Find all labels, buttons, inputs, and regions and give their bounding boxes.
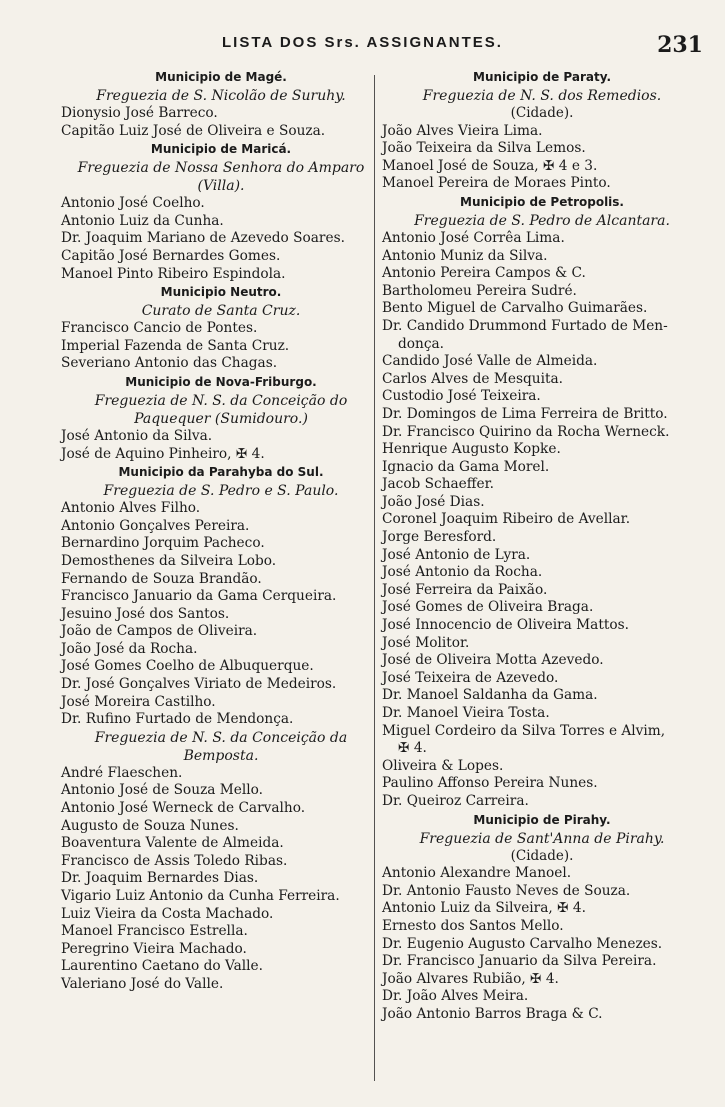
subscriber-entry: Dr. Domingos de Lima Ferreira de Britto. (382, 405, 668, 422)
subscriber-entry: Demosthenes da Silveira Lobo. (61, 552, 277, 569)
subscriber-entry: Oliveira & Lopes. (382, 757, 504, 774)
subscriber-entry: Antonio Muniz da Silva. (382, 247, 548, 264)
freguezia-heading: Freguezia de S. Pedro e S. Paulo. (103, 483, 339, 500)
subscriber-entry: Valeriano José do Valle. (61, 975, 224, 992)
right-column (382, 68, 702, 1024)
subscriber-entry: Antonio Gonçalves Pereira. (61, 517, 250, 534)
subscriber-entry: Custodio José Teixeira. (382, 388, 541, 405)
subscriber-entry: José Antonio de Lyra. (382, 546, 531, 563)
subscriber-entry: Miguel Cordeiro da Silva Torres e Alvim, (382, 722, 666, 739)
freguezia-heading: Freguezia de S. Pedro de Alcantara. (414, 212, 670, 229)
subscriber-entry: Antonio José Werneck de Carvalho. (61, 800, 306, 817)
subscriber-entry: Antonio Alves Filho. (61, 500, 201, 517)
freguezia-heading: Paquequer (Sumidouro.) (134, 410, 308, 427)
subscriber-entry: Manoel Francisco Estrella. (61, 923, 248, 940)
subscriber-entry: José Ferreira da Paixão. (382, 581, 548, 598)
subscriber-entry: João Alvares Rubião, ✠ 4. (382, 970, 559, 987)
freguezia-heading: Freguezia de S. Nicolão de Suruhy. (96, 88, 346, 104)
subscriber-entry: Ernesto dos Santos Mello. (382, 917, 564, 934)
page-number: 231 (657, 32, 703, 58)
subscriber-entry: Dr. Manoel Saldanha da Gama. (382, 687, 598, 704)
subscriber-entry: Capitão José Bernardes Gomes. (61, 247, 281, 264)
subscriber-entry: Francisco Januario da Gama Cerqueira. (61, 588, 337, 605)
municipio-heading: Municipio de Magé. (155, 70, 287, 84)
subscriber-entry: Henrique Augusto Kopke. (382, 441, 561, 458)
freguezia-heading: Freguezia de Nossa Senhora do Amparo (77, 160, 365, 177)
subscriber-entry: Antonio José Coelho. (61, 195, 205, 212)
subscriber-entry: Jesuino José dos Santos. (61, 605, 230, 622)
subscriber-entry: Dr. Joaquim Bernardes Dias. (61, 870, 259, 887)
subscriber-entry: João Alves Vieira Lima. (382, 122, 543, 139)
subscriber-entry: José Teixeira de Azevedo. (382, 669, 559, 686)
municipio-heading: Municipio de Maricá. (150, 142, 292, 157)
subscriber-entry: Candido José Valle de Almeida. (382, 353, 598, 370)
subscriber-entry: Capitão Luiz José de Oliveira e Souza. (61, 122, 326, 139)
subscriber-entry: Dr. Manoel Vieira Tosta. (382, 705, 550, 721)
subscriber-entry: José Antonio da Rocha. (382, 564, 543, 581)
subscriber-entry: Fernando de Souza Brandão. (61, 570, 262, 587)
subscriber-entry: João José Dias. (382, 493, 485, 510)
subscriber-entry: José Moreira Castilho. (61, 693, 216, 710)
subscriber-entry: Manoel Pinto Ribeiro Espindola. (61, 265, 286, 282)
subscriber-entry: Dr. Joaquim Mariano de Azevedo Soares. (61, 230, 345, 247)
subscriber-entry: Dr. Eugenio Augusto Carvalho Menezes. (382, 935, 663, 952)
subscriber-entry: Laurentino Caetano do Valle. (61, 958, 263, 975)
subscriber-entry: Bento Miguel de Carvalho Guimarães. (382, 300, 648, 317)
subscriber-entry: Vigario Luiz Antonio da Cunha Ferreira. (61, 888, 340, 904)
subscriber-entry: João de Campos de Oliveira. (61, 623, 258, 640)
subscriber-entry: Manoel Pereira de Moraes Pinto. (382, 175, 611, 192)
subscriber-entry: Paulino Affonso Pereira Nunes. (382, 775, 598, 792)
municipio-heading: Municipio de Paraty. (473, 70, 611, 84)
freguezia-heading: (Villa). (197, 178, 245, 195)
subscriber-entry: Antonio Pereira Campos & C. (382, 265, 586, 282)
freguezia-heading: Bemposta. (183, 747, 259, 764)
subscriber-entry: Antonio Alexandre Manoel. (382, 865, 572, 882)
subscriber-entry: Jacob Schaeffer. (382, 476, 494, 493)
page-header (0, 34, 725, 62)
left-column (61, 68, 381, 994)
freguezia-heading: Freguezia de N. S. da Conceição da (94, 729, 348, 746)
subscriber-entry: Dr. Antonio Fausto Neves de Souza. (382, 882, 631, 899)
subscriber-entry: Francisco de Assis Toledo Ribas. (61, 852, 288, 869)
subscriber-entry: Dr. Francisco Januario da Silva Pereira. (382, 953, 657, 970)
page-title: LISTA DOS Srs. ASSIGNANTES. (222, 34, 503, 51)
list-item-continuation: ✠ 4. (398, 740, 427, 757)
freguezia-heading: Freguezia de N. S. dos Remedios. (422, 88, 662, 104)
freguezia-heading: Freguezia de N. S. da Conceição do (94, 392, 348, 409)
municipio-heading: Municipio de Nova-Friburgo. (125, 374, 317, 389)
locality-label: (Cidade). (510, 105, 574, 121)
subscriber-entry: Dr. João Alves Meira. (382, 988, 529, 1005)
subscriber-entry: Dionysio José Barreco. (61, 105, 218, 121)
subscriber-entry: Antonio Luiz da Silveira, ✠ 4. (382, 900, 586, 917)
subscriber-entry: João Antonio Barros Braga & C. (382, 1005, 603, 1022)
subscriber-entry: José Molitor. (382, 634, 470, 651)
subscriber-entry: Peregrino Vieira Machado. (61, 940, 247, 957)
subscriber-entry: Boaventura Valente de Almeida. (61, 835, 284, 852)
subscriber-entry: Dr. José Gonçalves Viriato de Medeiros. (61, 676, 337, 693)
subscriber-entry: Dr. Queiroz Carreira. (382, 792, 529, 809)
subscriber-entry: José Antonio da Silva. (61, 427, 213, 444)
subscriber-entry: Manoel José de Souza, ✠ 4 e 3. (382, 157, 598, 174)
subscriber-entry: Francisco Cancio de Pontes. (61, 320, 258, 337)
subscriber-entry: Dr. Candido Drummond Furtado de Men- (382, 317, 668, 334)
subscriber-entry: Augusto de Souza Nunes. (61, 817, 239, 834)
locality-label: (Cidade). (510, 847, 574, 864)
subscriber-entry: Antonio José de Souza Mello. (61, 782, 264, 799)
subscriber-entry: José de Oliveira Motta Azevedo. (382, 652, 604, 669)
subscriber-entry: João Teixeira da Silva Lemos. (382, 140, 586, 157)
freguezia-heading: Curato de Santa Cruz. (141, 303, 301, 320)
municipio-heading: Municipio da Parahyba do Sul. (118, 465, 324, 480)
subscriber-entry: Coronel Joaquim Ribeiro de Avellar. (382, 511, 631, 528)
subscriber-entry: José de Aquino Pinheiro, ✠ 4. (61, 445, 265, 462)
subscriber-entry: Jorge Beresford. (382, 529, 497, 546)
subscriber-entry: André Flaeschen. (61, 764, 183, 781)
subscriber-entry: Bartholomeu Pereira Sudré. (382, 282, 577, 299)
municipio-heading: Municipio Neutro. (160, 285, 282, 300)
subscriber-entry: Dr. Francisco Quirino da Rocha Werneck. (382, 423, 670, 440)
subscriber-entry: João José da Rocha. (61, 640, 198, 657)
municipio-heading: Municipio de Pirahy. (473, 812, 611, 827)
subscriber-entry: José Gomes de Oliveira Braga. (382, 599, 594, 616)
subscriber-entry: Severiano Antonio das Chagas. (61, 355, 278, 372)
subscriber-entry: Bernardino Jorquim Pacheco. (61, 535, 265, 552)
subscriber-entry: Luiz Vieira da Costa Machado. (61, 905, 274, 922)
subscriber-entry: José Gomes Coelho de Albuquerque. (61, 658, 314, 675)
subscriber-entry: Dr. Rufino Furtado de Mendonça. (61, 711, 294, 728)
subscriber-entry: Imperial Fazenda de Santa Cruz. (61, 337, 290, 354)
subscriber-entry: Antonio Luiz da Cunha. (61, 212, 224, 229)
municipio-heading: Municipio de Petropolis. (460, 194, 624, 209)
list-item-continuation: donça. (398, 335, 444, 352)
freguezia-heading: Freguezia de Sant'Anna de Pirahy. (419, 830, 665, 847)
subscriber-entry: Ignacio da Gama Morel. (382, 458, 550, 475)
subscriber-entry: José Innocencio de Oliveira Mattos. (382, 617, 629, 634)
subscriber-entry: Antonio José Corrêa Lima. (382, 229, 565, 246)
subscriber-entry: Carlos Alves de Mesquita. (382, 370, 563, 387)
